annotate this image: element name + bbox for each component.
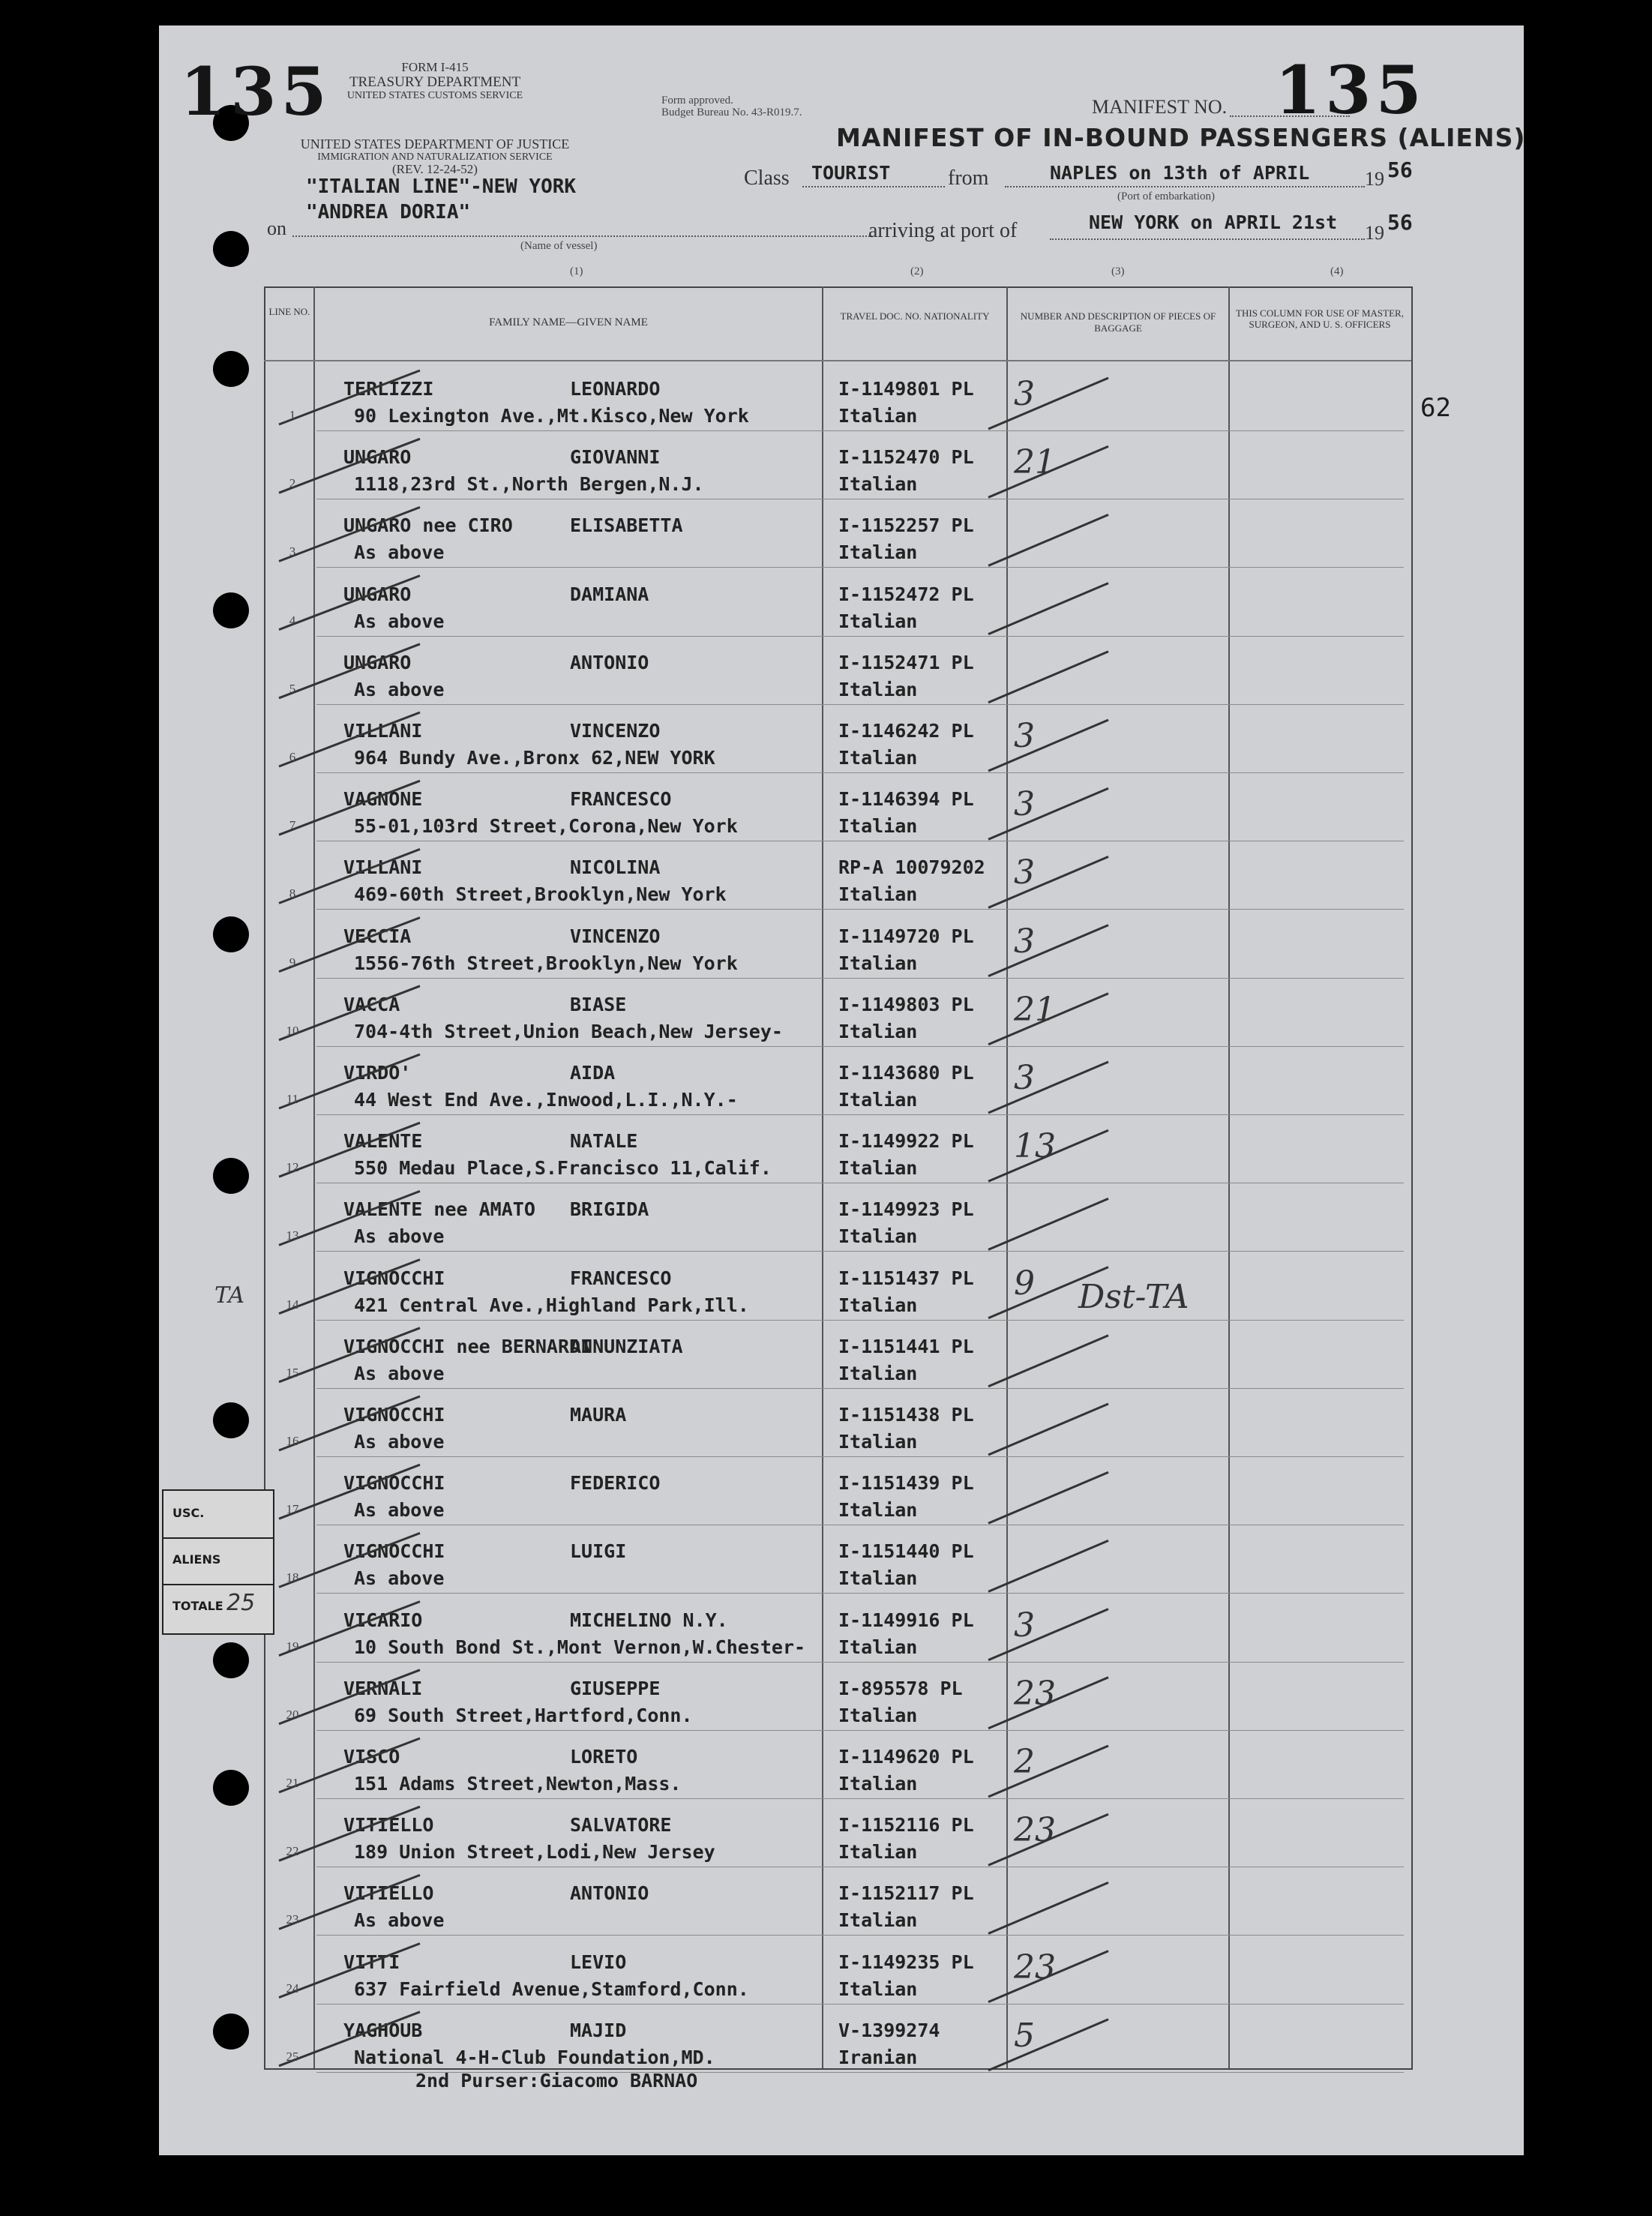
travel-doc: I-1149916 PL — [838, 1609, 974, 1631]
given-name: BIASE — [570, 993, 627, 1015]
family-name: VALENTE nee AMATO — [343, 1198, 535, 1221]
given-name: MAJID — [570, 2019, 627, 2041]
family-name: VILLANI — [343, 856, 423, 879]
family-name: VERNALI — [343, 1677, 423, 1699]
address: 421 Central Ave.,Highland Park,Ill. — [354, 1294, 749, 1316]
embark-caption: (Port of embarkation) — [1117, 190, 1215, 202]
given-name: LEVIO — [570, 1951, 627, 1973]
travel-doc: I-1152117 PL — [838, 1882, 974, 1905]
customs-service: UNITED STATES CUSTOMS SERVICE — [346, 90, 523, 101]
nationality: Italian — [838, 610, 918, 632]
nationality: Italian — [838, 952, 918, 974]
stamp-left: 135 — [180, 52, 331, 130]
family-name: VILLANI — [343, 720, 423, 742]
passenger-row — [316, 910, 1404, 979]
nationality: Italian — [838, 405, 918, 427]
year2-suffix: 56 — [1387, 210, 1413, 235]
manifest-no-line — [1230, 115, 1350, 117]
immigration-service: IMMIGRATION AND NATURALIZATION SERVICE — [317, 151, 553, 163]
address: As above — [354, 1499, 445, 1522]
given-name: FRANCESCO — [570, 1267, 672, 1289]
baggage-count: 2 — [1014, 1743, 1035, 1781]
given-name: NATALE — [570, 1130, 638, 1153]
baggage-count: 3 — [1014, 922, 1035, 961]
line-number: 14 — [286, 1297, 299, 1312]
address: As above — [354, 1225, 445, 1248]
nationality: Italian — [838, 1294, 918, 1316]
line-number: 24 — [286, 1981, 299, 1996]
passenger-row — [316, 1321, 1404, 1389]
col2-number: (2) — [910, 265, 924, 277]
baggage-count: 5 — [1014, 2016, 1035, 2055]
travel-doc: I-1146394 PL — [838, 788, 974, 811]
travel-doc: I-1149235 PL — [838, 1951, 974, 1973]
baggage-count: 23 — [1014, 1948, 1056, 1987]
tally-box — [162, 1489, 274, 1635]
nationality: Italian — [838, 1909, 918, 1932]
baggage-count: 23 — [1014, 1811, 1056, 1850]
given-name: LEONARDO — [570, 378, 661, 400]
travel-doc: I-1151441 PL — [838, 1335, 974, 1357]
budget-bureau: Budget Bureau No. 43-R019.7. — [661, 106, 802, 118]
line-number: 7 — [289, 818, 296, 833]
line-number: 3 — [289, 544, 296, 559]
travel-doc: V-1399274 — [838, 2019, 940, 2041]
travel-doc: I-1149803 PL — [838, 993, 974, 1015]
vessel-name: "ANDREA DORIA" — [306, 201, 471, 223]
col-baggage: NUMBER AND DESCRIPTION OF PIECES OF BAGGAGE — [1020, 310, 1216, 334]
travel-doc: I-1151437 PL — [838, 1267, 974, 1289]
punch-hole — [213, 1402, 249, 1438]
family-name: VECCIA — [343, 925, 412, 947]
travel-doc: I-1143680 PL — [838, 1062, 974, 1084]
line-number: 23 — [286, 1912, 299, 1927]
address: 90 Lexington Ave.,Mt.Kisco,New York — [354, 405, 749, 427]
purser-signature: 2nd Purser:Giacomo BARNAO — [415, 2070, 698, 2092]
family-name: VAGNONE — [343, 788, 423, 811]
line-number: 21 — [286, 1776, 299, 1790]
passenger-row — [316, 1663, 1404, 1731]
travel-doc: I-1149801 PL — [838, 378, 974, 400]
address: 469-60th Street,Brooklyn,New York — [354, 883, 727, 906]
given-name: SALVATORE — [570, 1814, 672, 1837]
address: 637 Fairfield Avenue,Stamford,Conn. — [354, 1978, 749, 2000]
passenger-row — [316, 1115, 1404, 1183]
punch-hole — [213, 1642, 249, 1678]
given-name: VINCENZO — [570, 720, 661, 742]
punch-hole — [213, 916, 249, 952]
passenger-row — [316, 1594, 1404, 1663]
arrival-value: NEW YORK on APRIL 21st — [1089, 211, 1338, 233]
address: 964 Bundy Ave.,Bronx 62,NEW YORK — [354, 747, 715, 769]
family-name: UNGARO — [343, 583, 412, 605]
on-label: on — [267, 217, 286, 239]
nationality: Italian — [838, 678, 918, 700]
tally-totale-value: 25 — [226, 1590, 256, 1616]
line-number: 15 — [286, 1365, 299, 1380]
family-name: VITIELLO — [343, 1814, 434, 1837]
year2-prefix: 19 — [1365, 222, 1384, 244]
form-number: FORM I-415 — [401, 60, 469, 74]
line-number: 17 — [286, 1502, 299, 1517]
line-number: 1 — [289, 408, 296, 422]
passenger-row — [316, 363, 1404, 431]
given-name: ANTONIO — [570, 651, 649, 673]
passenger-row — [316, 1457, 1404, 1525]
line-number: 18 — [286, 1570, 299, 1585]
officer-note-row1: 62 — [1420, 393, 1451, 423]
nationality: Italian — [838, 747, 918, 769]
travel-doc: I-1152471 PL — [838, 651, 974, 673]
col-line-no: LINE NO. — [268, 306, 310, 317]
nationality: Italian — [838, 541, 918, 564]
family-name: UNGARO nee CIRO — [343, 514, 513, 537]
tally-totale: TOTALE 25 — [172, 1590, 256, 1616]
travel-doc: I-1151439 PL — [838, 1472, 974, 1495]
given-name: DAMIANA — [570, 583, 649, 605]
line-number: 10 — [286, 1023, 299, 1038]
line-number: 20 — [286, 1707, 299, 1722]
given-name: AIDA — [570, 1062, 616, 1084]
nationality: Italian — [838, 1431, 918, 1453]
baggage-count: 13 — [1014, 1127, 1056, 1166]
given-name: FEDERICO — [570, 1472, 661, 1495]
travel-doc: RP-A 10079202 — [838, 856, 985, 879]
travel-doc: I-895578 PL — [838, 1677, 963, 1699]
family-name: VITIELLO — [343, 1882, 434, 1905]
nationality: Italian — [838, 1225, 918, 1248]
address: 55-01,103rd Street,Corona,New York — [354, 815, 738, 838]
margin-note: TA — [214, 1282, 245, 1309]
given-name: GIUSEPPE — [570, 1677, 661, 1699]
arrival-line — [1050, 238, 1365, 240]
given-name: BRIGIDA — [570, 1198, 649, 1221]
family-name: VIRDO' — [343, 1062, 412, 1084]
passenger-row — [316, 773, 1404, 841]
nationality: Italian — [838, 1773, 918, 1795]
address: 704-4th Street,Union Beach,New Jersey- — [354, 1020, 783, 1042]
col-name: FAMILY NAME—GIVEN NAME — [489, 316, 648, 328]
baggage-count: 3 — [1014, 1059, 1035, 1097]
travel-doc: I-1149922 PL — [838, 1130, 974, 1153]
travel-doc: I-1146242 PL — [838, 720, 974, 742]
line-number: 8 — [289, 886, 296, 901]
given-name: LORETO — [570, 1746, 638, 1768]
address: 151 Adams Street,Newton,Mass. — [354, 1773, 682, 1795]
punch-hole — [213, 351, 249, 387]
form-approved: Form approved. — [661, 94, 733, 106]
family-name: VITTI — [343, 1951, 400, 1973]
nationality: Italian — [838, 1978, 918, 2000]
passenger-row — [316, 705, 1404, 773]
family-name: UNGARO — [343, 446, 412, 469]
nationality: Italian — [838, 1567, 918, 1590]
travel-doc: I-1152116 PL — [838, 1814, 974, 1837]
col3-number: (3) — [1111, 265, 1125, 277]
nationality: Italian — [838, 1362, 918, 1384]
passenger-row — [316, 1252, 1404, 1321]
passenger-row — [316, 1525, 1404, 1594]
passenger-row — [316, 979, 1404, 1047]
punch-hole — [213, 592, 249, 628]
family-name: VIGNOCCHI — [343, 1267, 445, 1289]
passenger-row — [316, 1867, 1404, 1936]
class-line — [802, 186, 945, 187]
given-name: MICHELINO N.Y. — [570, 1609, 728, 1631]
family-name: VALENTE — [343, 1130, 423, 1153]
address: As above — [354, 1362, 445, 1384]
vessel-line — [292, 235, 870, 237]
given-name: ANTONIO — [570, 1882, 649, 1905]
baggage-count: 3 — [1014, 375, 1035, 413]
passenger-row — [316, 431, 1404, 499]
col1-number: (1) — [570, 265, 583, 277]
line-number: 25 — [286, 2049, 299, 2064]
tally-usc: USC. — [163, 1491, 273, 1539]
row14-note: Dst-TA — [1078, 1278, 1189, 1316]
given-name: LUIGI — [570, 1540, 627, 1563]
nationality: Iranian — [838, 2046, 918, 2068]
line-number: 6 — [289, 750, 296, 764]
travel-doc: I-1152257 PL — [838, 514, 974, 537]
address: 550 Medau Place,S.Francisco 11,Calif. — [354, 1157, 772, 1180]
baggage-count: 3 — [1014, 785, 1035, 824]
address: As above — [354, 1567, 445, 1590]
treasury-dept: TREASURY DEPARTMENT — [349, 74, 521, 90]
line-number: 12 — [286, 1160, 299, 1175]
passenger-row — [316, 1936, 1404, 2005]
nationality: Italian — [838, 1841, 918, 1864]
stamp-right: 135 — [1275, 51, 1426, 129]
line-number: 11 — [286, 1092, 299, 1106]
nationality: Italian — [838, 815, 918, 838]
col4-number: (4) — [1330, 265, 1344, 277]
baggage-count: 9 — [1014, 1264, 1035, 1303]
travel-doc: I-1149620 PL — [838, 1746, 974, 1768]
baggage-count: 3 — [1014, 717, 1035, 755]
passenger-row — [316, 1183, 1404, 1252]
year-prefix: 19 — [1365, 168, 1384, 190]
address: As above — [354, 678, 445, 700]
vessel-caption: (Name of vessel) — [520, 240, 598, 252]
tally-aliens: ALIENS — [163, 1537, 273, 1585]
given-name: NICOLINA — [570, 856, 661, 879]
family-name: VIGNOCCHI — [343, 1472, 445, 1495]
class-value: TOURIST — [811, 162, 891, 184]
nationality: Italian — [838, 1020, 918, 1042]
travel-doc: I-1152470 PL — [838, 446, 974, 469]
family-name: VISCO — [343, 1746, 400, 1768]
address: 1556-76th Street,Brooklyn,New York — [354, 952, 738, 974]
passenger-row — [316, 1731, 1404, 1799]
punch-hole — [213, 1770, 249, 1806]
punch-hole — [213, 231, 249, 267]
passenger-row — [316, 1389, 1404, 1457]
baggage-count: 3 — [1014, 853, 1035, 892]
passenger-row — [316, 2005, 1404, 2073]
passenger-row — [316, 568, 1404, 637]
line-number: 4 — [289, 613, 296, 628]
address: 189 Union Street,Lodi,New Jersey — [354, 1841, 715, 1864]
family-name: YAGHOUB — [343, 2019, 423, 2041]
line-number: 22 — [286, 1844, 299, 1859]
baggage-count: 3 — [1014, 1606, 1035, 1645]
given-name: VINCENZO — [570, 925, 661, 947]
from-label: from — [948, 166, 989, 190]
punch-hole — [213, 2014, 249, 2050]
passenger-row — [316, 637, 1404, 705]
passenger-row — [316, 1047, 1404, 1115]
col-officers: THIS COLUMN FOR USE OF MASTER, SURGEON, AND U. S. OFFICERS — [1236, 307, 1404, 330]
travel-doc: I-1149923 PL — [838, 1198, 974, 1221]
embarkation-value: NAPLES on 13th of APRIL — [1050, 162, 1310, 184]
address: As above — [354, 610, 445, 632]
nationality: Italian — [838, 1499, 918, 1522]
line-number: 16 — [286, 1434, 299, 1448]
manifest-no-label: MANIFEST NO. — [1092, 96, 1228, 118]
given-name: GIOVANNI — [570, 446, 661, 469]
family-name: TERLIZZI — [343, 378, 434, 400]
address: As above — [354, 541, 445, 564]
address: As above — [354, 1431, 445, 1453]
given-name: ANNUNZIATA — [570, 1335, 683, 1357]
family-name: VIGNOCCHI — [343, 1540, 445, 1563]
address: 10 South Bond St.,Mont Vernon,W.Chester- — [354, 1636, 806, 1658]
given-name: FRANCESCO — [570, 788, 672, 811]
header-bottom-line — [264, 360, 1411, 361]
passenger-row — [316, 1799, 1404, 1867]
address: National 4-H-Club Foundation,MD. — [354, 2046, 715, 2068]
given-name: ELISABETTA — [570, 514, 683, 537]
punch-hole — [213, 1158, 249, 1194]
nationality: Italian — [838, 1636, 918, 1658]
family-name: VACCA — [343, 993, 400, 1015]
passenger-row — [316, 841, 1404, 910]
address: 69 South Street,Hartford,Conn. — [354, 1704, 693, 1726]
line-number: 5 — [289, 681, 296, 696]
baggage-count: 21 — [1014, 443, 1056, 482]
family-name: VIGNOCCHI nee BERNARDI — [343, 1335, 592, 1357]
line-number: 13 — [286, 1228, 299, 1243]
col-travel-doc: TRAVEL DOC. NO. NATIONALITY — [840, 310, 990, 322]
nationality: Italian — [838, 883, 918, 906]
nationality: Italian — [838, 1157, 918, 1180]
year-suffix: 56 — [1387, 157, 1413, 182]
baggage-count: 23 — [1014, 1674, 1056, 1713]
embark-line — [1005, 186, 1365, 187]
address: 44 West End Ave.,Inwood,L.I.,N.Y.- — [354, 1089, 738, 1111]
passenger-row — [316, 499, 1404, 568]
nationality: Italian — [838, 473, 918, 496]
arriving-label: arriving at port of — [868, 219, 1018, 242]
travel-doc: I-1151438 PL — [838, 1404, 974, 1426]
given-name: MAURA — [570, 1404, 627, 1426]
family-name: UNGARO — [343, 651, 412, 673]
shipping-line: "ITALIAN LINE"-NEW YORK — [306, 175, 577, 198]
nationality: Italian — [838, 1704, 918, 1726]
family-name: VIGNOCCHI — [343, 1404, 445, 1426]
line-number: 2 — [289, 476, 296, 491]
family-name: VICARIO — [343, 1609, 423, 1631]
line-number: 9 — [289, 955, 296, 970]
manifest-title: MANIFEST OF IN-BOUND PASSENGERS (ALIENS) — [836, 123, 1526, 152]
revision-date: (REV. 12-24-52) — [392, 162, 478, 176]
address: 1118,23rd St.,North Bergen,N.J. — [354, 473, 704, 496]
baggage-count: 21 — [1014, 990, 1056, 1029]
nationality: Italian — [838, 1089, 918, 1111]
line-number: 19 — [286, 1639, 299, 1654]
divider-line-no — [313, 286, 315, 2068]
travel-doc: I-1152472 PL — [838, 583, 974, 605]
address: As above — [354, 1909, 445, 1932]
class-label: Class — [744, 166, 790, 190]
justice-dept: UNITED STATES DEPARTMENT OF JUSTICE — [300, 136, 570, 151]
travel-doc: I-1149720 PL — [838, 925, 974, 947]
travel-doc: I-1151440 PL — [838, 1540, 974, 1563]
